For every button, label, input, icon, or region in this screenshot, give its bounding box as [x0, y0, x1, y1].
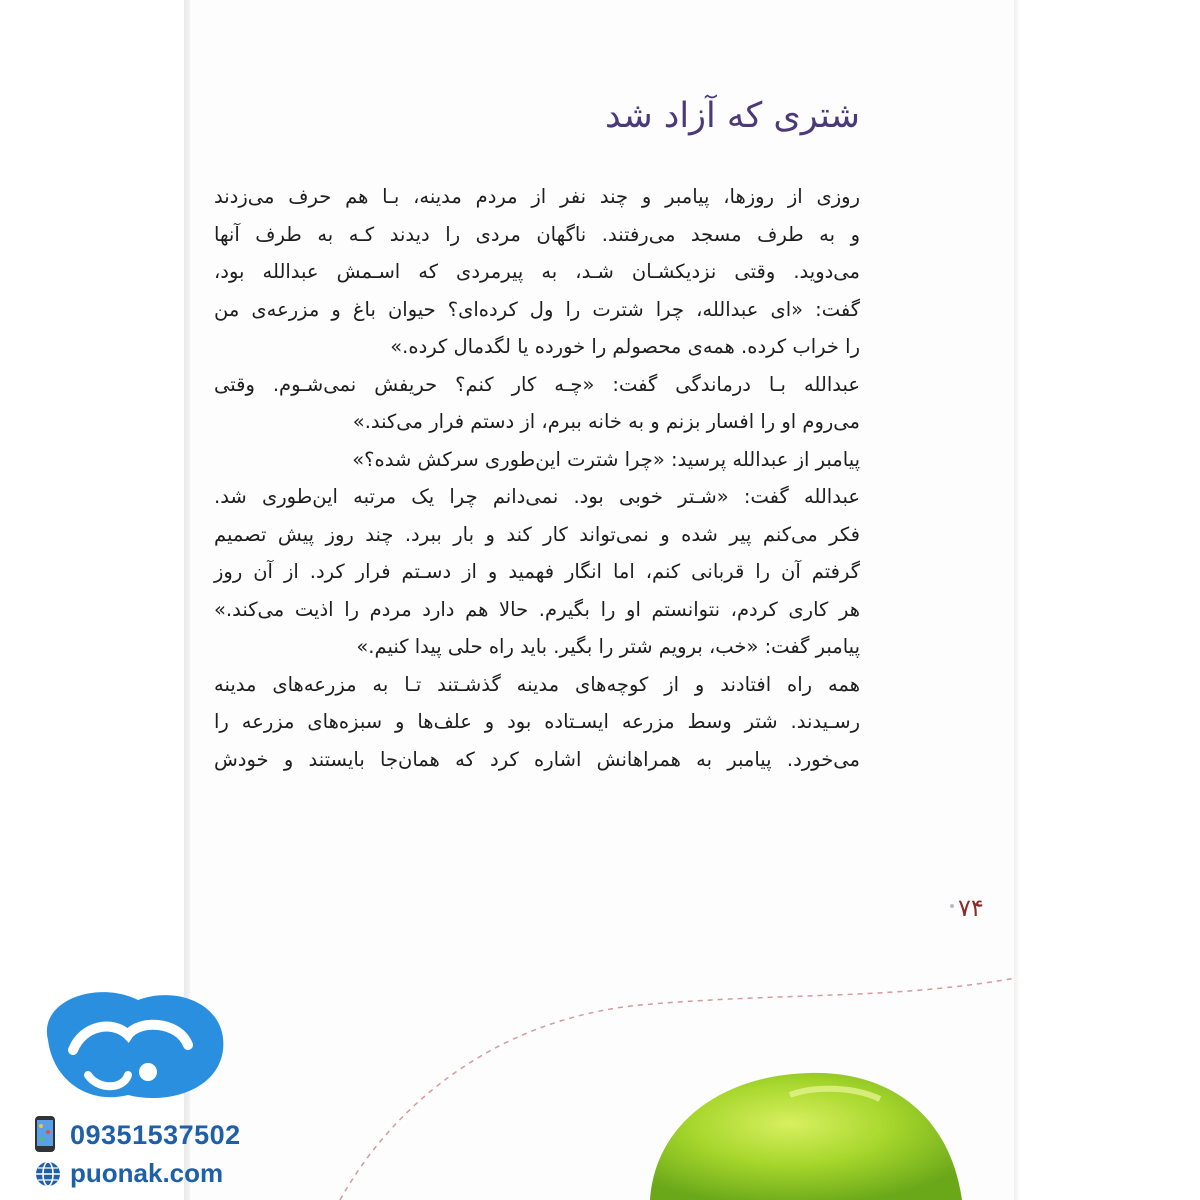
page-number: ۷۴	[958, 894, 984, 922]
body-line: می‌روم او را افسار بزنم و به خانه ببرم، از دستم فرار می‌کند.»	[352, 410, 860, 433]
contact-website[interactable]: puonak.com	[70, 1158, 224, 1188]
body-line: پیامبر گفت: «خب، برویم شتر را بگیر. باید راه حلی پیدا کنیم.»	[356, 635, 860, 658]
body-line: رسـیدند. شتر وسط مزرعه ایسـتاده بود و علف‌ها و سبزه‌های مزرعه را	[214, 710, 860, 733]
puonak-logo-mark	[28, 980, 238, 1120]
body-line: می‌دوید. وقتی نزدیکشـان شـد، به پیرمردی که اسـمش عبدالله بود،	[214, 260, 860, 283]
globe-icon	[34, 1160, 62, 1188]
apple-illustration	[640, 1055, 970, 1200]
body-line: گفت: «ای عبدالله، چرا شترت را ول کرده‌ای؟ حیوان باغ و مزرعه‌ی من	[214, 297, 860, 321]
story-title: شتری که آزاد شد	[604, 96, 860, 136]
phone-icon	[30, 1114, 60, 1154]
body-line: روزی از روزها، پیامبر و چند نفر از مردم مدینه، بـا هم حرف می‌زدند	[214, 185, 860, 208]
page-number-dot	[950, 904, 954, 908]
body-line: فکر می‌کنم پیر شده و نمی‌تواند کار کند و بار ببرد. چند روز پیش تصمیم	[214, 522, 860, 546]
body-line: گرفتم آن را قربانی کنم، اما انگار فهمید و از دسـتم فرار کرد. از آن روز	[214, 560, 860, 583]
body-line: می‌خورد. پیامبر به همراهانش اشاره کرد که همان‌جا بایستند و خودش	[214, 747, 860, 771]
body-line: و به طرف مسجد می‌رفتند. ناگهان مردی را دیدند کـه به طرف آنها	[214, 222, 860, 246]
body-line: را خراب کرده. همه‌ی محصولم را خورده یا لگدمال کرده.»	[390, 335, 860, 358]
body-line: عبدالله گفت: «شـتر خوبی بود. نمی‌دانم چرا یک مرتبه این‌طوری شد.	[214, 485, 860, 508]
contact-phone[interactable]: 09351537502	[70, 1120, 241, 1150]
body-line: همه راه افتادند و از کوچه‌های مدینه گذشـتند تـا به مزرعه‌های مدینه	[214, 672, 860, 696]
body-line: هر کاری کردم، نتوانستم او را بگیرم. حالا هم دارد مردم را اذیت می‌کند.»	[214, 597, 860, 621]
body-line: پیامبر از عبدالله پرسید: «چرا شترت این‌طوری سرکش شده؟»	[352, 447, 860, 471]
story-body	[214, 178, 860, 778]
body-line: عبدالله بـا درماندگی گفت: «چـه کار کنم؟ حریفش نمی‌شـوم. وقتی	[214, 372, 860, 396]
